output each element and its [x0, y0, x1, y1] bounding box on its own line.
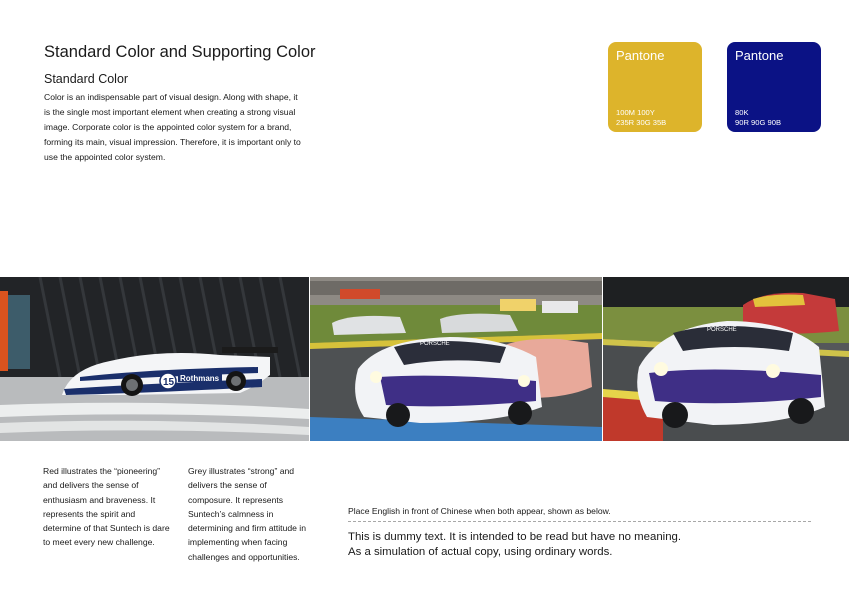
dummy-line-1: This is dummy text. It is intended to be read but have no meaning.: [348, 531, 682, 543]
car-number: 15: [163, 377, 175, 388]
photo-rothmans-car: [0, 277, 309, 441]
swatch-rgb: 235R 30G 35B: [616, 118, 667, 127]
red-description: Red illustrates the “pioneering” and delivers the sense of enthusiasm and braveness. It represents the spirit and determine of that Suntech is dare to meet every new challenge.: [43, 466, 170, 548]
swatch-name: Pantone: [616, 48, 665, 63]
color-swatch-navy: [727, 42, 821, 132]
grey-description: Grey illustrates “strong” and delivers the sense of composure. It represents Suntech’s calmness in determining and firm attitude in implementing when facing challenges and opportunities.: [188, 466, 306, 562]
intro-paragraph: Color is an indispensable part of visual design. Along with shape, it is the single most important element when creating a strong visual image. Corporate color is the appointed color system for a brand, forming its main, visual impression. Therefore, it is important only to use the appointed color system.: [44, 92, 301, 162]
livery-text: PORSCHE: [420, 341, 450, 347]
swatch-cmyk: 100M 100Y: [616, 108, 655, 117]
swatch-name: Pantone: [735, 48, 784, 63]
color-swatch-gold: [608, 42, 702, 132]
section-subtitle: Standard Color: [44, 72, 129, 86]
swatch-rgb: 90R 90G 90B: [735, 118, 782, 127]
dashed-divider: [348, 521, 811, 522]
language-note: Place English in front of Chinese when both appear, shown as below.: [348, 506, 611, 516]
dummy-text: [348, 530, 681, 560]
dummy-line-2: As a simulation of actual copy, using ordinary words.: [348, 546, 613, 558]
photo-race-track-pair: [310, 277, 602, 441]
page-title: Standard Color and Supporting Color: [44, 43, 316, 61]
swatch-cmyk: 80K: [735, 108, 749, 117]
photo-race-track-single: [603, 277, 849, 441]
livery-text: Rothmans: [180, 374, 220, 383]
livery-text: PORSCHE: [707, 327, 737, 333]
